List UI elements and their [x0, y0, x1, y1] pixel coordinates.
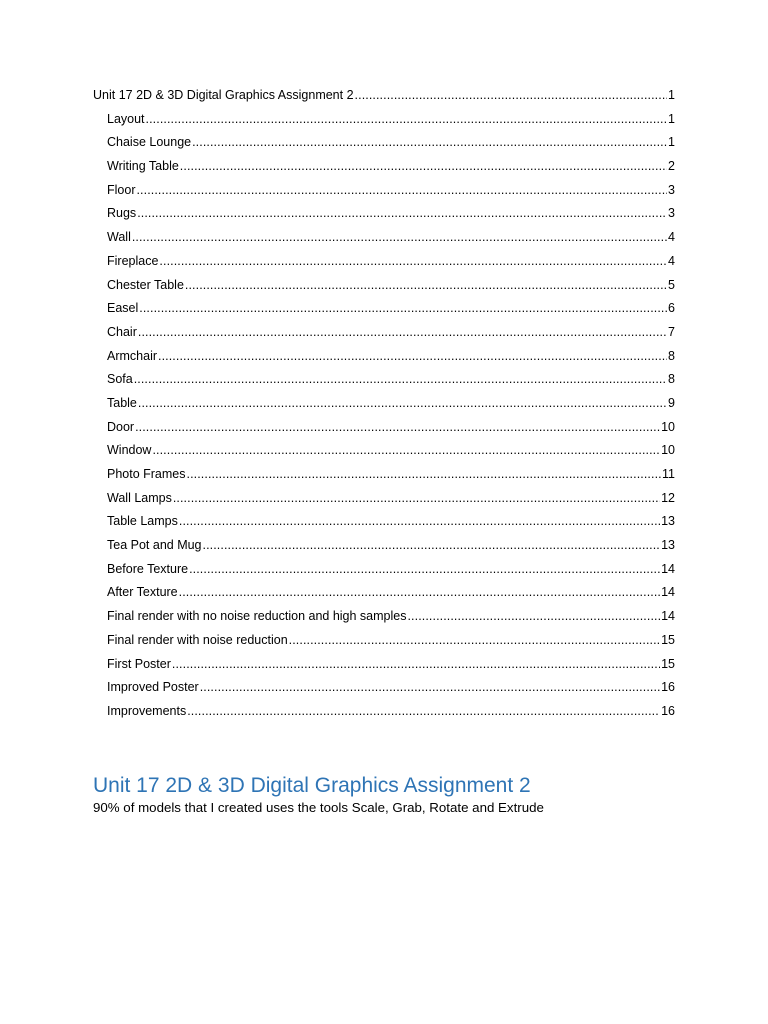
- toc-dot-leader: [289, 632, 660, 649]
- toc-entry-page-number: 2: [668, 159, 675, 174]
- toc-entry-title[interactable]: Layout: [107, 111, 145, 126]
- toc-entry-page-number: 1: [668, 135, 675, 150]
- toc-entry[interactable]: [93, 324, 675, 348]
- toc-entry-page-number: 1: [668, 88, 675, 102]
- toc-entry-title[interactable]: Improvements: [107, 703, 187, 718]
- toc-dot-leader: [132, 229, 667, 246]
- toc-entry-page-number: 15: [661, 632, 675, 647]
- toc-entry-title[interactable]: Writing Table: [107, 159, 179, 174]
- toc-entry[interactable]: [93, 348, 675, 372]
- toc-entry-page-number: 12: [661, 490, 675, 505]
- toc-dot-leader: [136, 182, 667, 199]
- toc-entry-title[interactable]: Final render with noise reduction: [107, 632, 288, 647]
- toc-entry-title[interactable]: First Poster: [107, 656, 171, 671]
- toc-entry-title[interactable]: Unit 17 2D & 3D Digital Graphics Assignment 2: [93, 88, 354, 102]
- toc-entry[interactable]: [93, 584, 675, 608]
- section-body-text: 90% of models that I created uses the tools Scale, Grab, Rotate and Extrude: [93, 800, 544, 815]
- toc-entry-page-number: 16: [661, 703, 675, 718]
- toc-entry-page-number: 6: [668, 301, 675, 316]
- toc-entry-title[interactable]: Tea Pot and Mug: [107, 538, 202, 553]
- toc-entry-page-number: 14: [661, 609, 675, 624]
- toc-entry-title[interactable]: Wall Lamps: [107, 490, 172, 505]
- toc-entry-title[interactable]: Table: [107, 395, 137, 410]
- toc-dot-leader: [192, 134, 667, 151]
- toc-entry-title[interactable]: Floor: [107, 182, 136, 197]
- toc-dot-leader: [185, 277, 667, 294]
- toc-entry[interactable]: [93, 277, 675, 301]
- toc-entry[interactable]: [93, 490, 675, 514]
- toc-entry-page-number: 14: [661, 585, 675, 600]
- toc-entry-page-number: 11: [662, 467, 675, 481]
- toc-entry-page-number: 10: [661, 419, 675, 434]
- toc-entry[interactable]: [93, 229, 675, 253]
- toc-entry-title[interactable]: Photo Frames: [107, 467, 186, 481]
- toc-entry-title[interactable]: Sofa: [107, 372, 133, 387]
- toc-entry[interactable]: [93, 134, 675, 158]
- toc-entry-title[interactable]: Chester Table: [107, 277, 184, 292]
- toc-dot-leader: [355, 87, 668, 104]
- toc-entry-page-number: 8: [668, 348, 675, 363]
- toc-entry[interactable]: [93, 87, 675, 111]
- toc-entry-page-number: 7: [668, 324, 675, 339]
- toc-entry[interactable]: [93, 111, 675, 135]
- toc-entry[interactable]: [93, 561, 675, 585]
- toc-entry-page-number: 3: [668, 206, 675, 221]
- toc-entry-title[interactable]: Armchair: [107, 348, 158, 363]
- section-heading: Unit 17 2D & 3D Digital Graphics Assignment 2: [93, 774, 531, 797]
- toc-entry-title[interactable]: Chair: [107, 324, 137, 339]
- toc-dot-leader: [173, 490, 660, 507]
- toc-entry[interactable]: [93, 537, 675, 561]
- toc-dot-leader: [187, 703, 660, 720]
- toc-dot-leader: [203, 537, 661, 554]
- toc-entry-title[interactable]: Final render with no noise reduction and high samples: [107, 609, 407, 624]
- toc-entry-title[interactable]: Fireplace: [107, 253, 159, 268]
- toc-entry-title[interactable]: Wall: [107, 230, 131, 245]
- toc-entry-page-number: 5: [668, 277, 675, 292]
- table-of-contents: [93, 87, 675, 727]
- toc-entry[interactable]: [93, 442, 675, 466]
- toc-entry-title[interactable]: Rugs: [107, 206, 137, 221]
- toc-entry-page-number: 9: [668, 395, 675, 410]
- toc-entry-title[interactable]: Door: [107, 419, 135, 434]
- toc-entry[interactable]: [93, 656, 675, 680]
- toc-entry-title[interactable]: Improved Poster: [107, 680, 199, 695]
- toc-entry[interactable]: [93, 419, 675, 443]
- toc-entry[interactable]: [93, 703, 675, 727]
- toc-entry-page-number: 13: [661, 514, 675, 529]
- toc-dot-leader: [139, 300, 667, 317]
- toc-dot-leader: [138, 324, 667, 341]
- toc-entry-page-number: 13: [661, 538, 675, 553]
- toc-entry[interactable]: [93, 513, 675, 537]
- toc-dot-leader: [135, 419, 660, 436]
- toc-entry-page-number: 4: [668, 230, 675, 245]
- toc-dot-leader: [159, 253, 667, 270]
- toc-entry[interactable]: [93, 253, 675, 277]
- toc-entry-title[interactable]: Window: [107, 443, 152, 458]
- toc-dot-leader: [146, 111, 668, 128]
- toc-entry[interactable]: [93, 300, 675, 324]
- toc-dot-leader: [189, 561, 660, 578]
- toc-entry[interactable]: [93, 466, 675, 490]
- toc-dot-leader: [407, 608, 660, 625]
- toc-entry-title[interactable]: Table Lamps: [107, 514, 178, 529]
- toc-entry[interactable]: [93, 679, 675, 703]
- toc-entry[interactable]: [93, 158, 675, 182]
- toc-entry[interactable]: [93, 608, 675, 632]
- toc-dot-leader: [180, 158, 667, 175]
- toc-entry[interactable]: [93, 395, 675, 419]
- toc-entry-page-number: 15: [661, 656, 675, 671]
- toc-entry-page-number: 10: [661, 443, 675, 458]
- toc-entry-title[interactable]: Chaise Lounge: [107, 135, 192, 150]
- toc-entry-title[interactable]: After Texture: [107, 585, 178, 600]
- toc-dot-leader: [200, 679, 660, 696]
- toc-dot-leader: [172, 656, 660, 673]
- toc-dot-leader: [187, 466, 662, 483]
- toc-entry[interactable]: [93, 632, 675, 656]
- toc-dot-leader: [134, 371, 667, 388]
- toc-entry-page-number: 3: [668, 182, 675, 197]
- toc-dot-leader: [179, 513, 660, 530]
- toc-entry-title[interactable]: Easel: [107, 301, 139, 316]
- toc-entry[interactable]: [93, 182, 675, 206]
- toc-dot-leader: [158, 348, 667, 365]
- toc-entry-page-number: 4: [668, 253, 675, 268]
- toc-dot-leader: [152, 442, 660, 459]
- toc-entry-page-number: 14: [661, 561, 675, 576]
- toc-dot-leader: [179, 584, 660, 601]
- toc-entry[interactable]: [93, 205, 675, 229]
- toc-entry[interactable]: [93, 371, 675, 395]
- toc-dot-leader: [137, 205, 667, 222]
- toc-entry-title[interactable]: Before Texture: [107, 561, 189, 576]
- toc-entry-page-number: 16: [661, 680, 675, 695]
- toc-entry-page-number: 1: [668, 111, 675, 126]
- toc-dot-leader: [138, 395, 667, 412]
- toc-entry-page-number: 8: [668, 372, 675, 387]
